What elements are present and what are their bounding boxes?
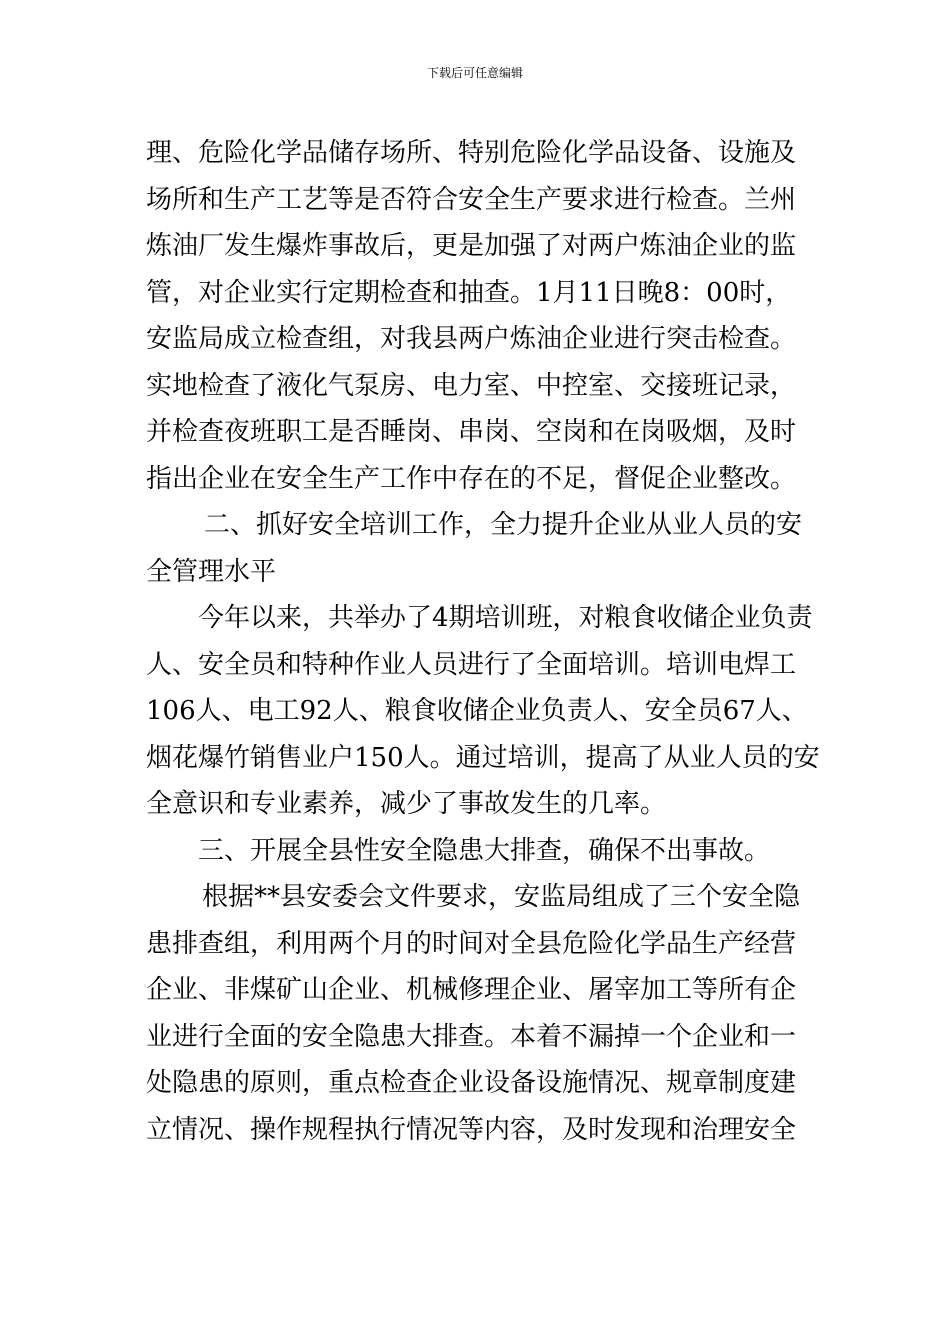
text-line: 业进行全面的安全隐患大排查。本着不漏掉一个企业和一 (146, 1021, 797, 1052)
text-line: 实地检查了液化气泵房、电力室、中控室、交接班记录， (146, 370, 797, 401)
text-line: 管，对企业实行定期检查和抽查。1月11日晚8：00时， (146, 277, 792, 308)
paragraph-start: 今年以来，共举办了4期培训班，对粮食收储企业负责 (198, 603, 813, 633)
section-heading-2: 二、抓好安全培训工作，全力提升企业从业人员的安 (204, 510, 803, 540)
text-line: 患排查组，利用两个月的时间对全县危险化学品生产经营 (146, 928, 797, 959)
body-text (146, 130, 820, 1153)
paragraph-start: 根据**县安委会文件要求，安监局组成了三个安全隐 (202, 882, 801, 912)
text-line: 场所和生产工艺等是否符合安全生产要求进行检查。兰州 (146, 184, 797, 215)
text-line: 炼油厂发生爆炸事故后，更是加强了对两户炼油企业的监 (146, 231, 797, 261)
text-line: 人、安全员和特种作业人员进行了全面培训。培训电焊工 (146, 649, 797, 680)
text-line: 理、危险化学品储存场所、特别危险化学品设备、设施及 (146, 138, 797, 168)
text-line: 烟花爆竹销售业户150人。通过培训，提高了从业人员的安 (146, 742, 820, 773)
text-line: 处隐患的原则，重点检查企业设备设施情况、规章制度建 (146, 1068, 797, 1098)
section-heading-2-cont: 全管理水平 (146, 556, 277, 587)
text-line: 全意识和专业素养，减少了事故发生的几率。 (146, 789, 667, 819)
section-heading-3: 三、开展全县性安全隐患大排查，确保不出事故。 (198, 835, 771, 866)
page-header: 下载后可任意编辑 (426, 66, 523, 80)
text-line: 并检查夜班职工是否睡岗、串岗、空岗和在岗吸烟，及时 (146, 417, 797, 447)
text-line: 立情况、操作规程执行情况等内容，及时发现和治理安全 (146, 1114, 797, 1145)
text-line: 企业、非煤矿山企业、机械修理企业、屠宰加工等所有企 (146, 975, 797, 1005)
text-line: 安监局成立检查组，对我县两户炼油企业进行突击检查。 (146, 324, 797, 354)
text-line: 指出企业在安全生产工作中存在的不足，督促企业整改。 (146, 463, 797, 494)
text-line: 106人、电工92人、粮食收储企业负责人、安全员67人、 (146, 696, 808, 726)
